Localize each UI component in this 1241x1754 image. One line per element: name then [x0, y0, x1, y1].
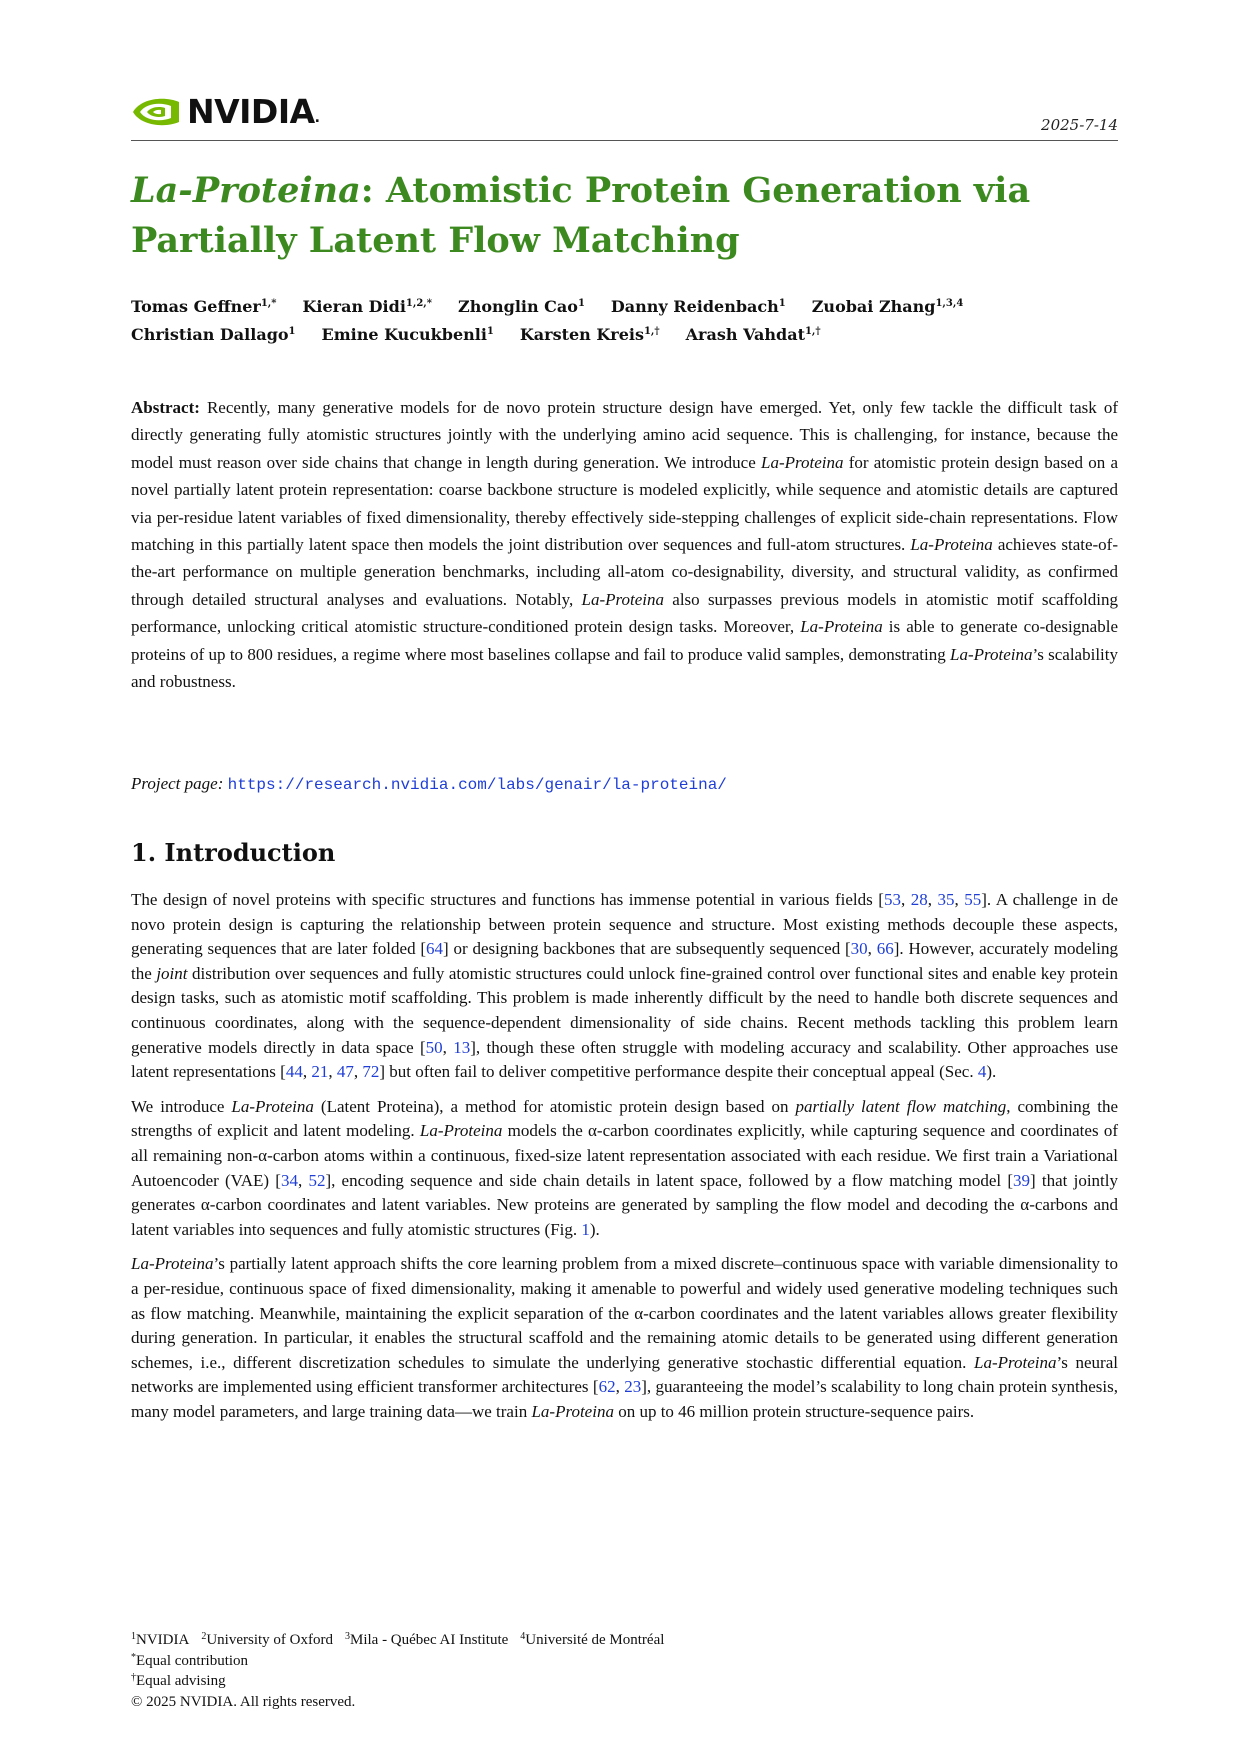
equal-advising-note: †Equal advising: [131, 1672, 226, 1689]
author: Emine Kucukbenli$^1$: [321, 325, 494, 344]
section-link[interactable]: 4: [977, 1062, 987, 1082]
title-model-name: La-Proteina: [131, 170, 361, 211]
paragraph: The design of novel proteins with specific structures and functions has immense potential in various fields [53, 28, 35, 55]. A challenge in de novo protein design is capturing the relationship between protein sequence and structure. Most existing methods decouple these aspects, generating sequences that are later folded [64] or designing backbones that are subsequently sequenced [30, 66]. However, accurately modeling the joint distribution over sequences and fully atomistic structures could unlock fine-grained control over functional sites and enable key protein design tasks, such as atomistic motif scaffolding. This problem is made inherently difficult by the need to handle both discrete sequences and continuous coordinates, along with the sequence-dependent dimensionality of side chains. Recent methods tackling this problem learn generative models directly in data space [50, 13], though these often struggle with modeling accuracy and scalability. Other approaches use latent representations [44, 21, 47, 72] but often fail to deliver competitive performance despite their conceptual appeal (Sec. 4).: [131, 890, 1119, 1082]
author: Karsten Kreis$^{1,\dagger}$: [519, 325, 660, 344]
paper-title: [131, 166, 1118, 266]
citation-link[interactable]: 39: [1013, 1170, 1031, 1190]
nvidia-wordmark: NVIDIA.: [187, 92, 320, 131]
author-row-2: [131, 321, 1118, 349]
title-line2: Partially Latent Flow Matching: [131, 220, 740, 261]
footnotes: [131, 1630, 1118, 1712]
title-line1-rest: : Atomistic Protein Generation via: [360, 170, 1031, 211]
citation-link[interactable]: 62: [598, 1377, 616, 1397]
citation-link[interactable]: 35: [937, 890, 955, 909]
paragraph: We introduce La-Proteina (Latent Proteina), a method for atomistic protein design based on partially latent flow matching, combining the strengths of explicit and latent modeling. La-Proteina models the α-carbon coordinates explicitly, while capturing sequence and coordinates of all remaining non-α-carbon atoms within a continuous, fixed-size latent representation associated with each residue. We first train a Variational Autoencoder (VAE) [34, 52], encoding sequence and side chain details in latent space, followed by a flow matching model [39] that jointly generates α-carbon coordinates and latent variables. New proteins are generated by sampling the flow model and decoding the α-carbons and latent variables into sequences and fully atomistic structures (Fig. 1).: [131, 1096, 1119, 1239]
author: Kieran Didi$^{1,2,*}$: [302, 297, 433, 316]
introduction-body: [131, 888, 1118, 1434]
publication-date: 2025-7-14: [1041, 116, 1118, 134]
abstract: Abstract: Recently, many generative models for de novo protein structure design have emerged. Yet, only few tackle the difficult task of directly generating fully atomistic structures jointly with the underlying amino acid sequence. This is challenging, for instance, because the model must reason over side chains that change in length during generation. We introduce La-Proteina for atomistic protein design based on a novel partially latent protein representation: coarse backbone structure is modeled explicitly, while sequence and atomistic details are captured via per-residue latent variables of fixed dimensionality, thereby effectively side-stepping challenges of explicit side-chain representations. Flow matching in this partially latent space then models the joint distribution over sequences and full-atom structures. La-Proteina achieves state-of-the-art performance on multiple generation benchmarks, including all-atom co-designability, diversity, and structural validity, as confirmed through detailed structural analyses and evaluations. Notably, La-Proteina also surpasses previous models in atomistic motif scaffolding performance, unlocking critical atomistic structure-conditioned protein design tasks. Moreover, La-Proteina is able to generate co-designable proteins of up to 800 residues, a regime where most baselines collapse and fail to produce valid samples, demonstrating La-Proteina’s scalability and robustness.: [131, 398, 1118, 692]
citation-link[interactable]: 34: [280, 1170, 298, 1190]
affiliations: $^1$NVIDIA $^2$University of Oxford $^3$Mila - Québec AI Institute $^4$Université de Montréal: [131, 1631, 665, 1648]
project-page-label: Project page:: [131, 774, 224, 793]
citation-link[interactable]: 53: [883, 890, 901, 909]
citation-link[interactable]: 55: [964, 890, 982, 909]
page-header: [131, 88, 1118, 141]
citation-link[interactable]: 64: [426, 939, 444, 959]
author: Zuobai Zhang$^{1,3,4}$: [811, 297, 964, 316]
author-row-1: [131, 293, 1118, 321]
copyright-notice: © 2025 NVIDIA. All rights reserved.: [131, 1693, 356, 1710]
author: Christian Dallago$^1$: [131, 325, 296, 344]
citation-link[interactable]: 52: [308, 1170, 326, 1190]
citation-link[interactable]: 28: [910, 890, 928, 909]
citation-link[interactable]: 30: [850, 939, 868, 959]
figure-link[interactable]: 1: [581, 1219, 590, 1239]
citation-link[interactable]: 66: [876, 939, 894, 959]
citation-link[interactable]: 21: [311, 1062, 329, 1082]
equal-contribution-note: *Equal contribution: [131, 1651, 249, 1669]
citation-link[interactable]: 13: [453, 1037, 471, 1057]
citation-link[interactable]: 47: [336, 1062, 354, 1082]
author-list: [131, 293, 1118, 349]
paragraph: La-Proteina’s partially latent approach shifts the core learning problem from a mixed discrete–continuous space with variable dimensionality to a per-residue, continuous space of fixed dimensionality, making it amenable to powerful and widely used generative modeling techniques such as flow matching. Meanwhile, maintaining the explicit separation of the α-carbon coordinates and the latent variables allows greater flexibility during generation. In particular, it enables the structural scaffold and the remaining atomic details to be generated using different generation schemes, i.e., different discretization schedules to simulate the underlying generative stochastic differential equation. La-Proteina’s neural networks are implemented using efficient transformer architectures [62, 23], guaranteeing the model’s scalability to long chain protein synthesis, many model parameters, and large training data—we train La-Proteina on up to 46 million protein structure-sequence pairs.: [131, 1254, 1119, 1421]
project-page: [131, 770, 1118, 799]
author: Danny Reidenbach$^1$: [610, 297, 786, 316]
project-page-link[interactable]: https://research.nvidia.com/labs/genair/la-proteina/: [227, 776, 727, 794]
nvidia-logo: [131, 92, 319, 132]
abstract-label: Abstract:: [131, 398, 200, 417]
citation-link[interactable]: 23: [624, 1377, 642, 1397]
nvidia-eye-icon: [131, 94, 181, 130]
citation-link[interactable]: 72: [362, 1062, 380, 1082]
citation-link[interactable]: 44: [285, 1062, 303, 1082]
section-heading-introduction: 1. Introduction: [131, 838, 336, 867]
author: Tomas Geffner$^{1,*}$: [131, 297, 277, 316]
author: Arash Vahdat$^{1,\dagger}$: [685, 325, 821, 344]
author: Zhonglin Cao$^1$: [458, 297, 585, 316]
citation-link[interactable]: 50: [425, 1037, 443, 1057]
